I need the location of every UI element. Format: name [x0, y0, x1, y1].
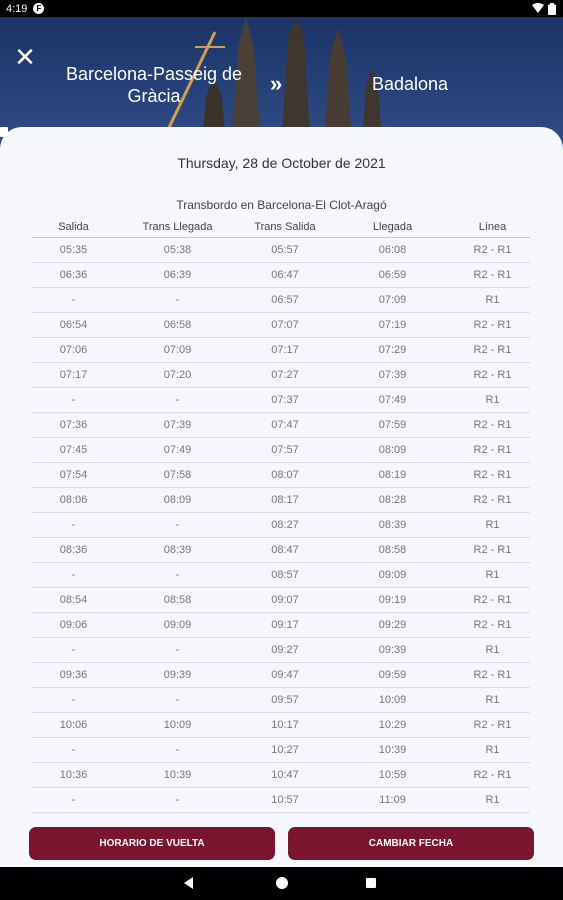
cell-llegada: 10:29: [330, 712, 455, 737]
cell-trans-salida: 10:47: [240, 762, 330, 787]
table-row: [32, 262, 530, 287]
cell-linea: R2 - R1: [455, 662, 530, 687]
cell-llegada: 10:09: [330, 687, 455, 712]
cell-trans-llegada: 07:39: [115, 412, 240, 437]
cell-trans-llegada: 07:58: [115, 462, 240, 487]
transfer-info: Transbordo en Barcelona-El Clot-Aragó: [176, 198, 387, 212]
cell-trans-llegada: 08:58: [115, 587, 240, 612]
cell-linea: R2 - R1: [455, 712, 530, 737]
table-row: [32, 437, 530, 462]
cell-linea: R2 - R1: [455, 537, 530, 562]
cell-salida: -: [32, 737, 115, 762]
cell-linea: R1: [455, 787, 530, 812]
table-row: [32, 462, 530, 487]
cell-llegada: 10:39: [330, 737, 455, 762]
cell-linea: R2 - R1: [455, 762, 530, 787]
cell-trans-llegada: -: [115, 737, 240, 762]
cell-linea: R1: [455, 562, 530, 587]
cell-llegada: 08:58: [330, 537, 455, 562]
cell-linea: R2 - R1: [455, 487, 530, 512]
cell-trans-llegada: 08:09: [115, 487, 240, 512]
cell-linea: R1: [455, 737, 530, 762]
cell-salida: -: [32, 562, 115, 587]
cell-llegada: 07:59: [330, 412, 455, 437]
cell-trans-llegada: 07:49: [115, 437, 240, 462]
table-row: [32, 312, 530, 337]
wifi-icon: [532, 3, 544, 14]
double-chevron-right-icon: »: [270, 71, 279, 96]
return-schedule-button[interactable]: HORARIO DE VUELTA: [29, 827, 275, 860]
table-row: [32, 787, 530, 812]
battery-icon: [548, 3, 557, 15]
cell-linea: R2 - R1: [455, 412, 530, 437]
cell-trans-salida: 07:17: [240, 337, 330, 362]
cell-trans-salida: 07:07: [240, 312, 330, 337]
cell-llegada: 11:09: [330, 787, 455, 812]
cell-trans-salida: 09:47: [240, 662, 330, 687]
cell-trans-llegada: -: [115, 637, 240, 662]
cell-salida: -: [32, 512, 115, 537]
cell-llegada: 10:59: [330, 762, 455, 787]
cell-trans-llegada: -: [115, 562, 240, 587]
cell-salida: 07:36: [32, 412, 115, 437]
nav-back-icon[interactable]: [184, 877, 193, 889]
cell-llegada: 06:08: [330, 237, 455, 262]
cell-llegada: 09:09: [330, 562, 455, 587]
cell-salida: 07:54: [32, 462, 115, 487]
table-row: [32, 287, 530, 312]
cell-salida: -: [32, 287, 115, 312]
header-trans-llegada: Trans Llegada: [115, 217, 240, 237]
cell-trans-llegada: -: [115, 287, 240, 312]
cell-trans-llegada: 07:09: [115, 337, 240, 362]
table-row: [32, 237, 530, 262]
cell-linea: R2 - R1: [455, 587, 530, 612]
table-row: [32, 587, 530, 612]
header-linea: Línea: [455, 217, 530, 237]
origin-station: Barcelona-Passeig de Gràcia: [65, 64, 243, 106]
cell-linea: R2 - R1: [455, 237, 530, 262]
cell-salida: 10:36: [32, 762, 115, 787]
cell-linea: R1: [455, 637, 530, 662]
cell-salida: 05:35: [32, 237, 115, 262]
cell-trans-salida: 10:57: [240, 787, 330, 812]
cell-salida: -: [32, 637, 115, 662]
cell-llegada: 07:29: [330, 337, 455, 362]
cell-trans-salida: 09:17: [240, 612, 330, 637]
cell-trans-salida: 08:07: [240, 462, 330, 487]
cell-linea: R1: [455, 687, 530, 712]
cell-linea: R2 - R1: [455, 462, 530, 487]
schedule-card: [0, 127, 563, 867]
change-date-button[interactable]: CAMBIAR FECHA: [288, 827, 534, 860]
cell-salida: 06:36: [32, 262, 115, 287]
table-row: [32, 387, 530, 412]
cell-trans-llegada: -: [115, 387, 240, 412]
cell-llegada: 07:49: [330, 387, 455, 412]
navigation-bar: [0, 867, 563, 900]
cell-llegada: 09:39: [330, 637, 455, 662]
cell-salida: -: [32, 687, 115, 712]
cell-llegada: 09:59: [330, 662, 455, 687]
cell-salida: -: [32, 387, 115, 412]
cell-llegada: 07:19: [330, 312, 455, 337]
cell-salida: 08:36: [32, 537, 115, 562]
table-row: [32, 612, 530, 637]
cell-trans-salida: 08:27: [240, 512, 330, 537]
cell-trans-llegada: -: [115, 787, 240, 812]
cell-llegada: 08:28: [330, 487, 455, 512]
cell-trans-salida: 06:47: [240, 262, 330, 287]
cell-trans-salida: 09:07: [240, 587, 330, 612]
header-salida: Salida: [32, 217, 115, 237]
cell-trans-salida: 07:47: [240, 412, 330, 437]
timetable-body: [32, 237, 530, 812]
table-row: [32, 337, 530, 362]
travel-date: Thursday, 28 de October de 2021: [177, 155, 386, 171]
cell-salida: 07:45: [32, 437, 115, 462]
cell-llegada: 09:19: [330, 587, 455, 612]
cell-trans-salida: 10:27: [240, 737, 330, 762]
cell-llegada: 06:59: [330, 262, 455, 287]
cell-trans-llegada: 08:39: [115, 537, 240, 562]
close-icon: ✕: [14, 42, 36, 72]
table-row: [32, 662, 530, 687]
cell-trans-salida: 10:17: [240, 712, 330, 737]
cell-linea: R2 - R1: [455, 612, 530, 637]
cell-salida: 10:06: [32, 712, 115, 737]
cell-llegada: 07:39: [330, 362, 455, 387]
cell-trans-llegada: 06:58: [115, 312, 240, 337]
cell-salida: 08:06: [32, 487, 115, 512]
timetable: [32, 217, 530, 813]
table-row: [32, 712, 530, 737]
table-row: [32, 687, 530, 712]
table-row: [32, 537, 530, 562]
table-row: [32, 487, 530, 512]
cell-trans-salida: 08:17: [240, 487, 330, 512]
table-row: [32, 512, 530, 537]
cell-trans-salida: 05:57: [240, 237, 330, 262]
cell-trans-salida: 07:27: [240, 362, 330, 387]
cell-linea: R1: [455, 387, 530, 412]
cell-linea: R2 - R1: [455, 437, 530, 462]
cell-trans-salida: 06:57: [240, 287, 330, 312]
notification-f-icon: F: [33, 3, 44, 14]
cell-linea: R2 - R1: [455, 312, 530, 337]
status-right: [532, 3, 557, 15]
cell-llegada: 08:19: [330, 462, 455, 487]
cell-llegada: 09:29: [330, 612, 455, 637]
cell-linea: R2 - R1: [455, 362, 530, 387]
cell-salida: 08:54: [32, 587, 115, 612]
cell-linea: R2 - R1: [455, 337, 530, 362]
cell-llegada: 07:09: [330, 287, 455, 312]
nav-recents-icon[interactable]: [366, 878, 376, 888]
table-row: [32, 412, 530, 437]
cell-trans-llegada: 09:09: [115, 612, 240, 637]
close-button[interactable]: [12, 42, 38, 72]
cell-trans-llegada: 10:39: [115, 762, 240, 787]
cell-linea: R2 - R1: [455, 262, 530, 287]
cell-salida: 06:54: [32, 312, 115, 337]
table-row: [32, 362, 530, 387]
cell-trans-salida: 09:27: [240, 637, 330, 662]
header-trans-salida: Trans Salida: [240, 217, 330, 237]
cell-trans-llegada: 10:09: [115, 712, 240, 737]
status-time: 4:19: [6, 2, 28, 15]
cell-llegada: 08:09: [330, 437, 455, 462]
cell-trans-llegada: -: [115, 687, 240, 712]
cell-trans-llegada: -: [115, 512, 240, 537]
cell-trans-salida: 07:37: [240, 387, 330, 412]
cell-trans-llegada: 05:38: [115, 237, 240, 262]
cell-salida: 07:17: [32, 362, 115, 387]
table-row: [32, 562, 530, 587]
cell-trans-salida: 09:57: [240, 687, 330, 712]
timetable-header: [32, 217, 530, 237]
cell-trans-salida: 08:47: [240, 537, 330, 562]
cell-llegada: 08:39: [330, 512, 455, 537]
table-row: [32, 762, 530, 787]
cell-salida: 07:06: [32, 337, 115, 362]
table-row: [32, 737, 530, 762]
cell-trans-salida: 07:57: [240, 437, 330, 462]
destination-station: Badalona: [371, 74, 449, 94]
header-llegada: Llegada: [330, 217, 455, 237]
cell-trans-salida: 08:57: [240, 562, 330, 587]
cell-trans-llegada: 06:39: [115, 262, 240, 287]
cell-salida: 09:36: [32, 662, 115, 687]
status-bar: [0, 0, 563, 17]
cell-linea: R1: [455, 512, 530, 537]
table-row: [32, 637, 530, 662]
nav-home-icon[interactable]: [276, 877, 288, 889]
cell-salida: -: [32, 787, 115, 812]
cell-trans-llegada: 09:39: [115, 662, 240, 687]
cell-salida: 09:06: [32, 612, 115, 637]
sd-card-icon: [0, 127, 8, 137]
cell-trans-llegada: 07:20: [115, 362, 240, 387]
cell-linea: R1: [455, 287, 530, 312]
